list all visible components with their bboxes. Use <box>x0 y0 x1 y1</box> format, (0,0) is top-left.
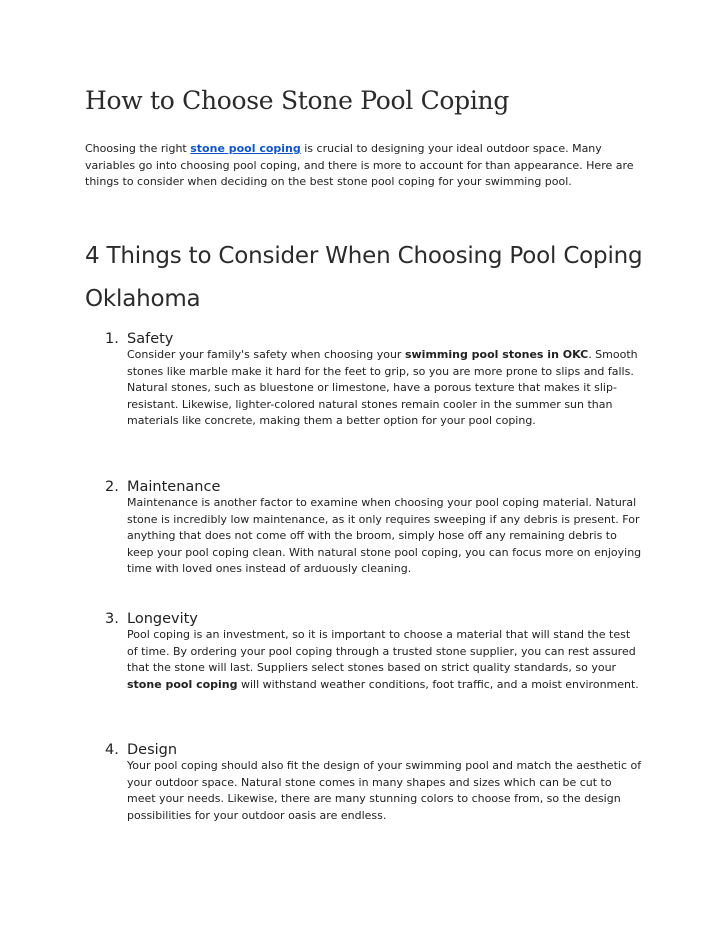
list-number: 2. <box>105 479 119 495</box>
list-item-title: Maintenance <box>127 479 221 495</box>
list-item-body <box>127 758 643 824</box>
body-text-after: will withstand weather conditions, foot traffic, and a moist environment. <box>237 677 639 691</box>
body-text-after: . Smooth stones like marble make it hard for the feet to grip, so you are more prone to slips and falls. Natural stones, such as bluestone or limestone, have a porous texture that makes it slip-resistant. Likewise, lighter-colored natural stones remain cooler in the summer sun than materials like concrete, making them a better option for your pool coping. <box>127 348 638 427</box>
list-number: 3. <box>105 611 119 627</box>
list-item-body <box>127 627 643 693</box>
stone-pool-coping-link[interactable]: stone pool coping <box>190 142 301 155</box>
intro-text-after: is crucial to designing your ideal outdoor space. Many variables go into choosing pool coping, and there is more to account for than appearance. Here are things to consider when deciding on the best stone pool coping for your swimming pool. <box>85 142 634 188</box>
body-text-before: Consider your family's safety when choosing your <box>127 348 405 361</box>
page-title: How to Choose Stone Pool Coping <box>85 86 510 115</box>
body-text-bold: swimming pool stones in OKC <box>404 348 589 361</box>
body-text-before: Pool coping is an investment, so it is important to choose a material that will stand the test of time. By ordering your pool coping through a trusted stone supplier, you can rest assured that the stone will last. Suppliers select stones based on strict quality standards, so your <box>127 628 636 674</box>
intro-paragraph <box>85 141 645 191</box>
list-item-body <box>127 347 643 430</box>
list-item-title: Longevity <box>127 611 198 627</box>
body-text-before: Your pool coping should also fit the design of your swimming pool and match the aesthetic of your outdoor space. Natural stone comes in many shapes and sizes which can be cut to meet your needs. Likewise, there are many stunning colors to choose from, so the design possibilities for your outdoor oasis are endless. <box>127 759 642 822</box>
list-item-title: Design <box>127 742 178 758</box>
intro-text-before: Choosing the right <box>85 142 191 155</box>
list-item-title: Safety <box>127 331 174 347</box>
body-text-bold: stone pool coping <box>127 677 238 691</box>
list-number: 1. <box>105 331 119 347</box>
list-number: 4. <box>105 742 119 758</box>
section-heading: 4 Things to Consider When Choosing Pool Coping Oklahoma <box>85 243 643 312</box>
list-item-body <box>127 495 643 578</box>
body-text-before: Maintenance is another factor to examine when choosing your pool coping material. Natural stone is incredibly low maintenance, as it only requires sweeping if any debris is present. For anything that does not come off with the broom, simply hose off any remaining debris to keep your pool coping clean. With natural stone pool coping, you can focus more on enjoying time with loved ones instead of arduously cleaning. <box>127 496 642 575</box>
